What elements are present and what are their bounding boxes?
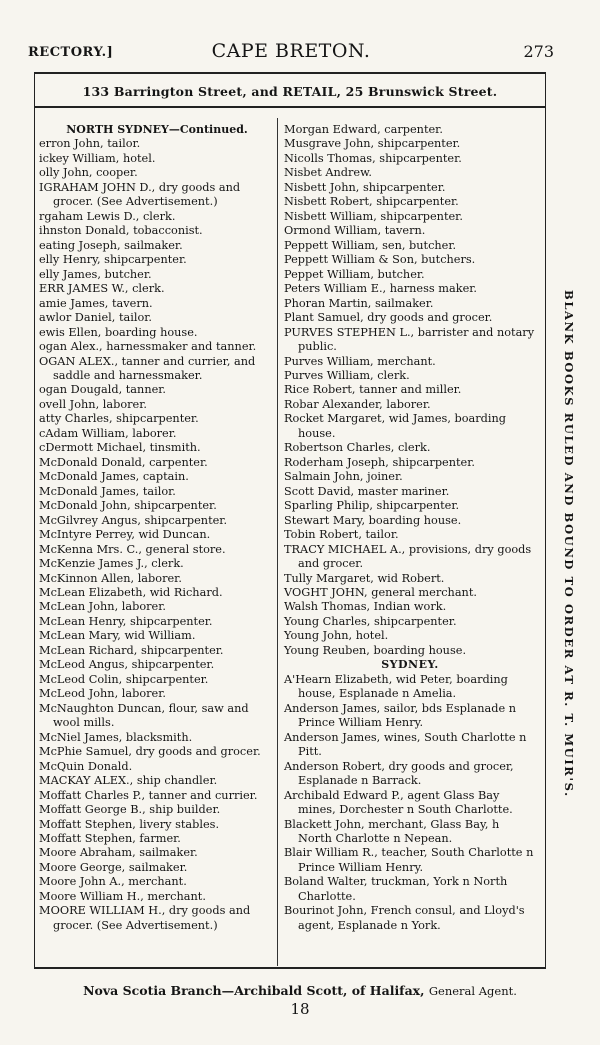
directory-entry: Stewart Mary, boarding house. [284,513,462,527]
running-head [28,40,554,64]
directory-entry: Anderson James, wines, South Charlotte n Pitt. [284,730,527,759]
directory-entry: Morgan Edward, carpenter. [284,123,443,136]
directory-entry: McLean Mary, wid William. [39,629,196,643]
directory-entry: Musgrave John, shipcarpenter. [284,137,461,151]
directory-entry: Tully Margaret, wid Robert. [284,571,445,585]
directory-entry: Peters William E., harness maker. [284,282,478,296]
footer-branch: Nova Scotia Branch—Archibald Scott, of Halifax, [83,983,425,998]
directory-entry: Scott David, master mariner. [284,484,450,498]
directory-entry: olly John, cooper. [39,166,138,180]
directory-entry: Nisbett Robert, shipcarpenter. [284,195,459,209]
directory-entry: McNiel James, blacksmith. [39,730,193,744]
directory-entry: McDonald James, captain. [39,470,189,484]
banner-rule [35,106,545,108]
directory-entry: Archibald Edward P., agent Glass Bay mines, Dorchester n South Charlotte. [284,788,513,817]
directory-entry: Nisbett John, shipcarpenter. [284,180,446,194]
directory-entry: McIntyre Perrey, wid Duncan. [39,528,211,542]
side-advertisement-text: BLANK BOOKS RULED AND BOUND TO ORDER AT R. T. MUIR'S. [562,290,576,798]
directory-entry: awlor Daniel, tailor. [39,311,153,325]
side-advertisement [556,290,576,798]
directory-entry: Moffatt Stephen, livery stables. [39,817,220,831]
directory-entry: McGilvrey Angus, shipcarpenter. [39,513,228,527]
directory-entry: Anderson Robert, dry goods and grocer, Esplanade n Barrack. [284,759,514,788]
right-entry-list-sydney [284,673,536,933]
directory-entry: Phoran Martin, sailmaker. [284,296,434,310]
directory-entry: IGRAHAM JOHN D., dry goods and grocer. (See Advertisement.) [39,180,241,209]
page-frame [34,72,546,969]
directory-entry: erron John, tailor. [39,137,141,151]
directory-entry: Salmain John, joiner. [284,470,403,484]
directory-entry: Peppett William & Son, butchers. [284,253,476,267]
page-number-top: 273 [523,42,554,61]
directory-entry: ihnston Donald, tobacconist. [39,224,203,238]
directory-entry: Purves William, merchant. [284,354,436,368]
directory-entry: Anderson James, sailor, bds Esplanade n Prince William Henry. [284,701,517,730]
directory-entry: Tobin Robert, tailor. [284,528,399,542]
directory-entry: Rice Robert, tanner and miller. [284,383,462,397]
directory-entry: Young Charles, shipcarpenter. [284,614,457,628]
directory-entry: McLean Henry, shipcarpenter. [39,614,213,628]
directory-entry: Young Reuben, boarding house. [284,643,467,657]
directory-entry: atty Charles, shipcarpenter. [39,412,199,426]
directory-entry: MOORE WILLIAM H., dry goods and grocer. (See Advertisement.) [39,904,251,932]
directory-entry: cDermott Michael, tinsmith. [39,441,201,455]
directory-entry: PURVES STEPHEN L., barrister and notary public. [284,325,535,354]
directory-entry: McPhie Samuel, dry goods and grocer. [39,745,261,759]
directory-entry: Robertson Charles, clerk. [284,441,431,455]
running-head-title: CAPE BRETON. [211,40,371,62]
directory-entry: McQuin Donald. [39,759,133,773]
directory-entry: McLean John, laborer. [39,600,166,614]
signature-number: 18 [290,1000,310,1018]
directory-entry: McDonald Donald, carpenter. [39,455,208,469]
left-entry-list [39,137,275,933]
directory-entry: Moore George, sailmaker. [39,860,188,874]
directory-entry: McNaughton Duncan, flour, saw and wool mills. [39,701,249,730]
directory-entry: ovell John, laborer. [39,397,147,411]
directory-entry: elly Henry, shipcarpenter. [39,253,187,267]
running-head-section: RECTORY.] [28,45,114,60]
directory-entry: McLean Richard, shipcarpenter. [39,643,224,657]
directory-entry: Blackett John, merchant, Glass Bay, h North Charlotte n Nepean. [284,817,500,845]
directory-entry: ogan Alex., harnessmaker and tanner. [39,340,257,354]
right-entry-list-north-sydney [284,123,536,658]
directory-entry: Bourinot John, French consul, and Lloyd's agent, Esplanade n York. [284,904,525,932]
directory-entry: cAdam William, laborer. [39,426,177,440]
directory-entry: Purves William, clerk. [284,368,410,382]
directory-entry: ogan Dougald, tanner. [39,383,167,397]
directory-entry: McKinnon Allen, laborer. [39,571,182,585]
directory-entry: Nisbett William, shipcarpenter. [284,209,463,223]
directory-entry: McLean Elizabeth, wid Richard. [39,586,223,599]
advertising-banner: 133 Barrington Street, and RETAIL, 25 Brunswick Street. [82,84,498,99]
directory-entry: Robar Alexander, laborer. [284,397,431,411]
footer-agent: General Agent. [428,984,517,998]
directory-entry: Moore Abraham, sailmaker. [39,846,198,860]
directory-entry: Nisbet Andrew. [284,166,373,180]
footer-agent-line [20,983,580,998]
directory-entry: McDonald James, tailor. [39,484,176,498]
directory-entry: McKenzie James J., clerk. [39,557,184,571]
directory-entry: Nicolls Thomas, shipcarpenter. [284,151,462,165]
directory-entry: Rocket Margaret, wid James, boarding house. [284,412,507,440]
directory-entry: Moore William H., merchant. [39,889,206,903]
left-column-heading: NORTH SYDNEY—Continued. [66,123,248,136]
directory-entry: eating Joseph, sailmaker. [39,238,183,252]
directory-entry: McLeod Angus, shipcarpenter. [39,658,215,672]
directory-entry: Ormond William, tavern. [284,224,426,238]
directory-entry: Roderham Joseph, shipcarpenter. [284,455,475,469]
directory-entry: Boland Walter, truckman, York n North Charlotte. [284,875,508,903]
directory-entry: Moore John A., merchant. [39,875,187,889]
directory-entry: Plant Samuel, dry goods and grocer. [284,311,493,325]
directory-entry: Young John, hotel. [284,629,389,643]
column-divider [277,118,278,966]
directory-entry: McDonald John, shipcarpenter. [39,499,217,513]
directory-entry: ewis Ellen, boarding house. [39,325,198,339]
directory-entry: Peppett William, sen, butcher. [284,238,457,252]
directory-entry: MACKAY ALEX., ship chandler. [39,774,218,788]
left-column [39,123,275,933]
directory-entry: McLeod Colin, shipcarpenter. [39,672,209,686]
directory-entry: Sparling Philip, shipcarpenter. [284,499,460,513]
directory-entry: amie James, tavern. [39,296,153,310]
directory-entry: OGAN ALEX., tanner and currier, and saddle and harnessmaker. [39,354,256,382]
section-heading-sydney: SYDNEY. [381,658,439,672]
directory-entry: rgaham Lewis D., clerk. [39,209,176,223]
directory-entry: ickey William, hotel. [39,151,156,165]
directory-entry: McLeod John, laborer. [39,687,166,701]
directory-entry: Moffatt Stephen, farmer. [39,831,181,845]
directory-entry: ERR JAMES W., clerk. [39,282,165,296]
directory-entry: Peppet William, butcher. [284,267,425,281]
directory-entry: elly James, butcher. [39,267,152,281]
right-column [284,123,536,933]
directory-entry: VOGHT JOHN, general merchant. [284,586,477,599]
directory-entry: McKenna Mrs. C., general store. [39,542,226,556]
directory-entry: Blair William R., teacher, South Charlotte n Prince William Henry. [284,846,534,874]
directory-entry: Moffatt Charles P., tanner and currier. [39,788,258,802]
directory-entry: A'Hearn Elizabeth, wid Peter, boarding house, Esplanade n Amelia. [284,672,508,701]
directory-entry: TRACY MICHAEL A., provisions, dry goods and grocer. [284,542,532,571]
directory-entry: Moffatt George B., ship builder. [39,803,221,817]
directory-entry: Walsh Thomas, Indian work. [284,600,447,614]
